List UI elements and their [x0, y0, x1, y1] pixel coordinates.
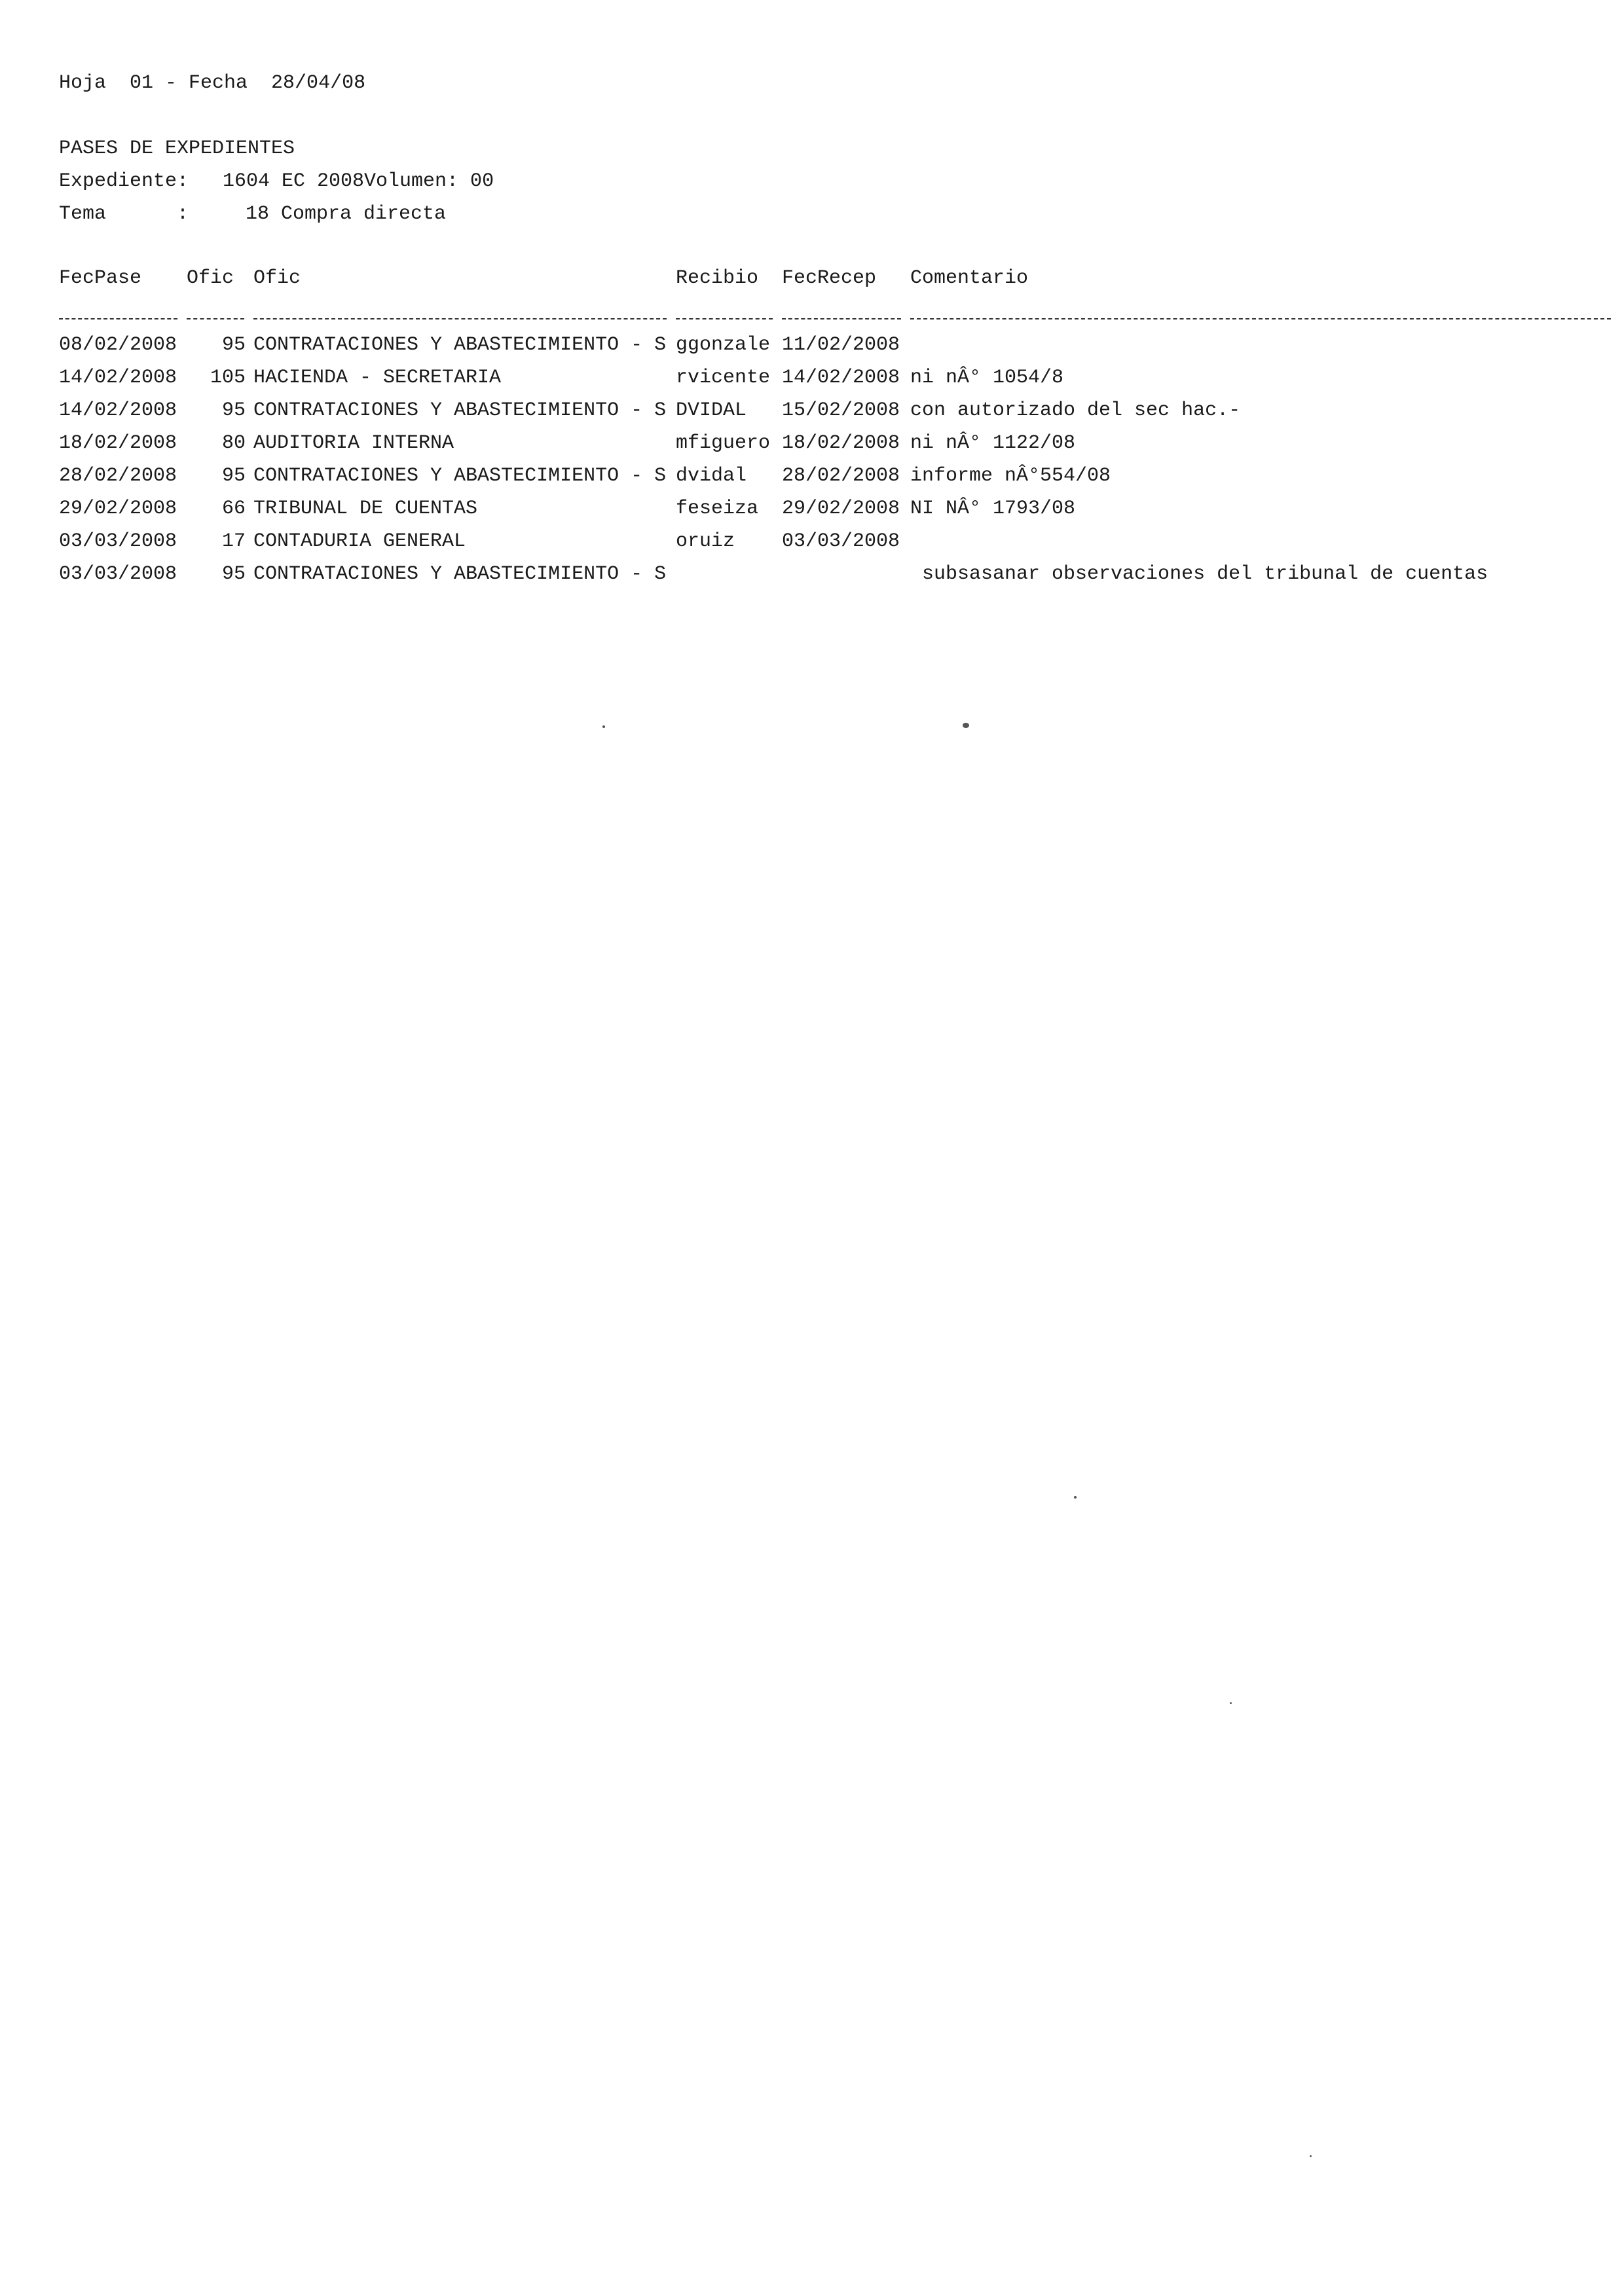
cell-comentario: NI NÂ° 1793/08 [910, 498, 1076, 520]
cell-fecpase: 14/02/2008 [59, 367, 177, 389]
cell-recibio: rvicente [676, 367, 771, 389]
cell-fecpase: 03/03/2008 [59, 530, 177, 553]
cell-ofic-num: 95 [221, 399, 246, 422]
cell-recibio: mfiguero [676, 432, 771, 454]
cell-ofic-name: HACIENDA - SECRETARIA [253, 367, 502, 389]
cell-ofic-name: CONTRATACIONES Y ABASTECIMIENTO - S [253, 334, 667, 356]
cell-fecpase: 08/02/2008 [59, 334, 177, 356]
cell-ofic-name: CONTRATACIONES Y ABASTECIMIENTO - S [253, 465, 667, 487]
cell-fecrecep: 29/02/2008 [782, 498, 900, 520]
separator-dashes [782, 318, 901, 319]
cell-recibio: DVIDAL [676, 399, 747, 422]
cell-recibio: dvidal [676, 465, 747, 487]
table-row [59, 394, 1611, 427]
cell-recibio: oruiz [676, 530, 735, 553]
cell-comentario [910, 329, 1611, 361]
cell-ofic-num: 95 [221, 334, 246, 356]
cell-fecrecep: 28/02/2008 [782, 465, 900, 487]
cell-comentario: ni nÂ° 1054/8 [910, 367, 1064, 389]
expediente-value: 1604 EC 2008Volumen: 00 [223, 170, 494, 192]
separator-dashes [59, 318, 177, 319]
cell-comentario: ni nÂ° 1122/08 [910, 432, 1076, 454]
cell-fecrecep: 15/02/2008 [782, 399, 900, 422]
table-row [59, 558, 1611, 591]
cell-recibio: ggonzale [676, 334, 771, 356]
cell-ofic-num: 66 [221, 498, 246, 520]
tema-colon: : [177, 203, 189, 225]
cell-fecpase: 28/02/2008 [59, 465, 177, 487]
cell-comentario [910, 525, 1611, 558]
scan-speck [1310, 2155, 1312, 2157]
cell-recibio [676, 558, 782, 591]
tema-value: 18 Compra directa [246, 203, 447, 225]
cell-ofic-name: TRIBUNAL DE CUENTAS [253, 498, 478, 520]
scan-speck [1230, 1702, 1232, 1704]
pases-table [59, 267, 1611, 591]
separator-dashes [187, 318, 244, 319]
header-separator [59, 296, 1611, 329]
cell-ofic-num: 95 [221, 563, 246, 585]
cell-comentario: subsasanar observaciones del tribunal de cuentas [910, 563, 1488, 585]
cell-fecpase: 03/03/2008 [59, 563, 177, 585]
col-ofic-name-header: Ofic [253, 267, 301, 289]
cell-comentario: con autorizado del sec hac.- [910, 399, 1241, 422]
cell-fecpase: 18/02/2008 [59, 432, 177, 454]
separator-dashes [253, 318, 667, 319]
report-title: PASES DE EXPEDIENTES [59, 137, 295, 160]
separator-dashes [910, 318, 1611, 319]
cell-ofic-num: 105 [210, 367, 246, 389]
cell-ofic-num: 17 [221, 530, 246, 553]
col-fecpase-header: FecPase [59, 267, 142, 289]
cell-fecrecep: 14/02/2008 [782, 367, 900, 389]
cell-fecrecep [782, 558, 910, 591]
col-comentario-header: Comentario [910, 267, 1029, 289]
cell-ofic-num: 80 [221, 432, 246, 454]
cell-ofic-name: CONTRATACIONES Y ABASTECIMIENTO - S [253, 563, 667, 585]
col-fecrecep-header: FecRecep [782, 267, 877, 289]
scan-speck [602, 725, 605, 728]
col-recibio-header: Recibio [676, 267, 759, 289]
table-row [59, 525, 1611, 558]
cell-ofic-name: CONTADURIA GENERAL [253, 530, 466, 553]
cell-fecrecep: 18/02/2008 [782, 432, 900, 454]
cell-fecrecep: 11/02/2008 [782, 334, 900, 356]
table-header-row [59, 267, 1611, 296]
cell-recibio: feseiza [676, 498, 759, 520]
table-row [59, 361, 1611, 394]
scan-speck [963, 723, 969, 728]
tema-label: Tema [59, 203, 107, 225]
cell-ofic-name: AUDITORIA INTERNA [253, 432, 454, 454]
cell-ofic-name: CONTRATACIONES Y ABASTECIMIENTO - S [253, 399, 667, 422]
table-row [59, 460, 1611, 492]
cell-fecpase: 29/02/2008 [59, 498, 177, 520]
separator-dashes [676, 318, 773, 319]
table-row [59, 329, 1611, 361]
col-ofic-num-header: Ofic [187, 267, 234, 289]
table-row [59, 427, 1611, 460]
cell-fecrecep: 03/03/2008 [782, 530, 900, 553]
cell-fecpase: 14/02/2008 [59, 399, 177, 422]
sheet-date-line: Hoja 01 - Fecha 28/04/08 [59, 72, 366, 94]
cell-ofic-num: 95 [221, 465, 246, 487]
cell-comentario: informe nÂ°554/08 [910, 465, 1111, 487]
table-row [59, 492, 1611, 525]
scan-speck [1074, 1496, 1077, 1499]
expediente-label: Expediente: [59, 170, 189, 192]
